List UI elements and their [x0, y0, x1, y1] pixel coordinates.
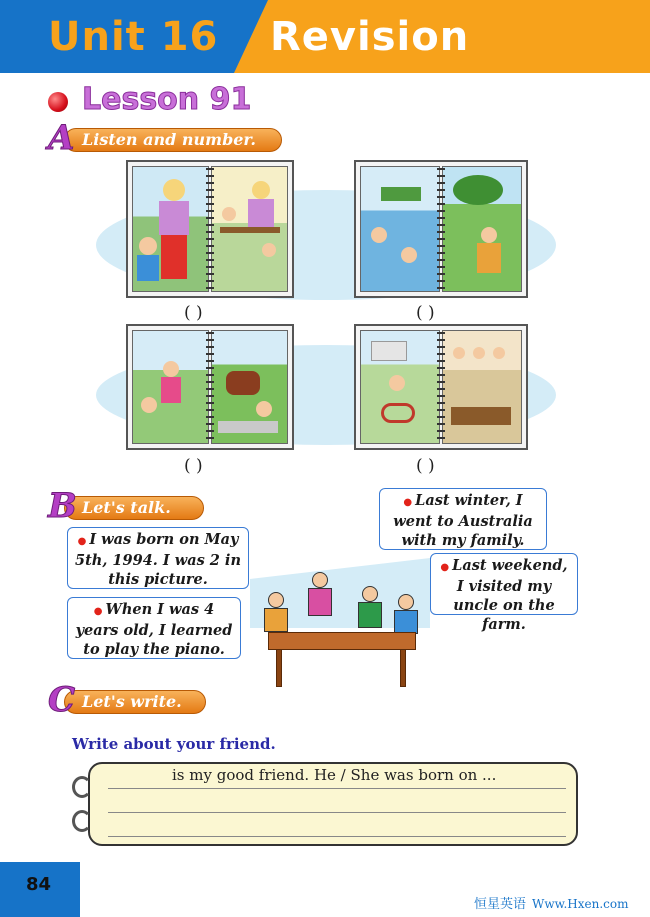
child-body [264, 608, 288, 632]
bullet-icon: ● [440, 562, 450, 573]
section-a-label: Listen and number. [82, 130, 256, 149]
book-spiral [206, 168, 214, 290]
hiker-head [141, 397, 157, 413]
answer-blank-1[interactable]: ( ) [184, 303, 203, 323]
boy-head [398, 594, 414, 610]
swimmer-head [371, 227, 387, 243]
watermark-brand: 恒星英语 [474, 897, 527, 912]
bullet-icon: ● [93, 606, 103, 617]
bullet-icon: ● [403, 497, 413, 508]
write-prompt: Write about your friend. [72, 735, 276, 753]
desk [451, 407, 511, 425]
picture-page [132, 166, 209, 292]
picture-page [360, 166, 440, 292]
watermark [474, 893, 628, 912]
boy-body [358, 602, 382, 628]
girl-body [308, 588, 332, 616]
binder-ring-icon [72, 810, 92, 832]
speech-bubble-4 [430, 553, 578, 633]
tree [453, 175, 503, 205]
bicycle [381, 403, 415, 423]
teacher-body [248, 199, 274, 229]
horse [226, 371, 260, 395]
speech-bubble-text: Last weekend, I visited my uncle on the farm. [452, 557, 568, 633]
book-spiral [437, 168, 445, 290]
building [371, 341, 407, 361]
table-leg [276, 649, 282, 687]
picture-page [132, 330, 209, 444]
boy-body [394, 610, 418, 634]
section-c-label: Let's write. [82, 692, 182, 711]
picture-page [360, 330, 440, 444]
picture-book-1 [126, 160, 294, 298]
speech-bubble-2 [67, 597, 241, 659]
answer-blank-3[interactable]: ( ) [184, 456, 203, 476]
girl-head [312, 572, 328, 588]
child-head [268, 592, 284, 608]
page-number: 84 [26, 874, 52, 895]
picture-page [442, 330, 522, 444]
student-head [453, 347, 465, 359]
picture-page [442, 166, 522, 292]
table-leg [400, 649, 406, 687]
boy-head [139, 237, 157, 255]
speech-bubble-text: Last winter, I went to Australia with my family. [393, 492, 533, 549]
revision-title: Revision [270, 14, 470, 60]
speech-bubble-text: When I was 4 years old, I learned to play the piano. [75, 601, 233, 658]
book-spiral [437, 332, 445, 442]
picture-page [211, 166, 288, 292]
unit-title: Unit 16 [48, 14, 219, 60]
writing-line[interactable] [108, 836, 566, 837]
binder-ring-icon [72, 776, 92, 798]
swimmer-head [401, 247, 417, 263]
child-head [256, 401, 272, 417]
writing-starter: is my good friend. He / She was born on ... [172, 766, 497, 784]
section-a-letter: A [48, 118, 75, 158]
student-head [473, 347, 485, 359]
picture-book-2 [354, 160, 528, 298]
answer-blank-4[interactable]: ( ) [416, 456, 435, 476]
trees [381, 187, 421, 201]
teacher-body [159, 201, 189, 235]
teacher-head [252, 181, 270, 199]
boy-head [362, 586, 378, 602]
picture-book-4 [354, 324, 528, 450]
classroom-table [268, 632, 416, 650]
student-head [222, 207, 236, 221]
book-spiral [206, 332, 214, 442]
speech-bubble-1 [67, 527, 249, 589]
header-banner [0, 0, 650, 73]
bullet-icon: ● [77, 536, 87, 547]
student-head [493, 347, 505, 359]
fence [218, 421, 278, 433]
cyclist-head [389, 375, 405, 391]
hiker-body [477, 243, 501, 273]
teacher-head [163, 179, 185, 201]
section-c-letter: C [48, 680, 76, 720]
speech-bubble-3 [379, 488, 547, 550]
boy-body [137, 255, 159, 281]
section-b-label: Let's talk. [82, 498, 171, 517]
section-b-letter: B [48, 486, 77, 526]
writing-line[interactable] [108, 812, 566, 813]
desk [220, 227, 280, 233]
lesson-bullet-icon [48, 92, 68, 112]
answer-blank-2[interactable]: ( ) [416, 303, 435, 323]
lesson-title: Lesson 91 [82, 82, 252, 117]
hiker-head [163, 361, 179, 377]
teacher-skirt [161, 235, 187, 279]
hiker-head [481, 227, 497, 243]
speech-bubble-text: I was born on May 5th, 1994. I was 2 in this picture. [75, 531, 241, 588]
picture-book-3 [126, 324, 294, 450]
hiker-body [161, 377, 181, 403]
picture-page [211, 330, 288, 444]
watermark-url: Www.Hxen.com [532, 897, 629, 911]
student-head [262, 243, 276, 257]
writing-line[interactable] [108, 788, 566, 789]
